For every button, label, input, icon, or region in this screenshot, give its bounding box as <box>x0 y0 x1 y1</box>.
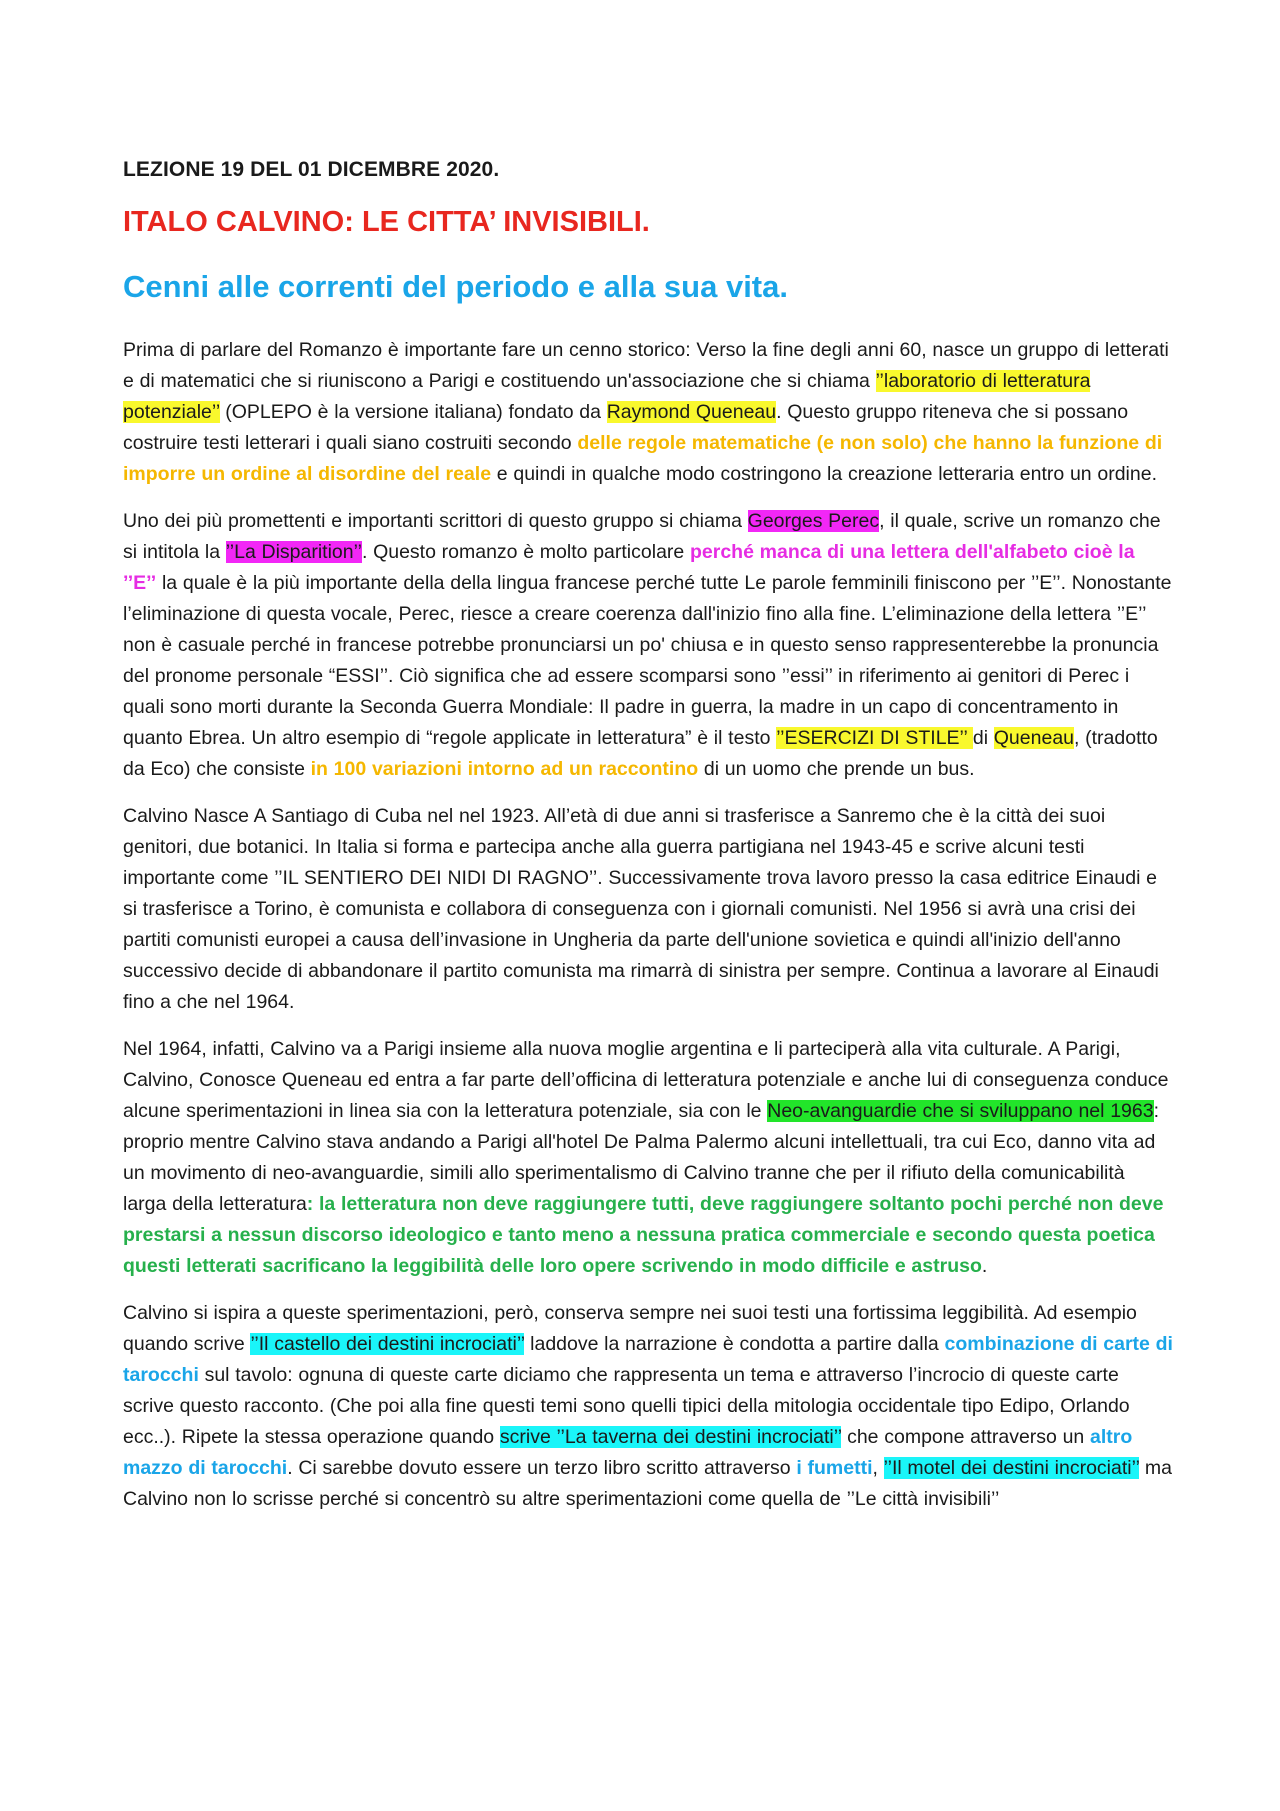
text-run: Nel 1964, infatti, Calvino va a Parigi insieme alla nuova moglie argentina e li parteciperà alla vita culturale. A Parigi, Calvino, Conosce Queneau ed entra a far parte dell’officina di letteratura potenziale e anche lui di conseguenza conduce alcune sperimentazioni in linea sia con la letteratura potenziale, sia con le <box>123 1038 1169 1122</box>
paragraph-5 <box>123 1298 1173 1515</box>
text-run: sul tavolo: ognuna di queste carte diciamo che rappresenta un tema e attraverso l’incrocio di queste carte scrive questo racconto. (Che poi alla fine questi temi sono quelli tipici della mitologia occidentale tipo Edipo, Orlando ecc..). Ripete la stessa operazione quando <box>123 1364 1130 1448</box>
text-run: di <box>972 727 994 749</box>
paragraph-2 <box>123 506 1173 785</box>
highlighted-text: Queneau <box>993 727 1075 749</box>
highlighted-text: in 100 variazioni intorno ad un raccontino <box>310 758 699 780</box>
highlighted-text: i fumetti <box>796 1457 873 1479</box>
text-run: e quindi in qualche modo costringono la creazione letteraria entro un ordine. <box>491 463 1157 485</box>
text-run: laddove la narrazione è condotta a partire dalla <box>524 1333 945 1355</box>
paragraph-1 <box>123 335 1173 490</box>
paragraph-4 <box>123 1034 1173 1282</box>
lesson-heading: LEZIONE 19 DEL 01 DICEMBRE 2020. <box>123 158 500 181</box>
document-page <box>123 158 1173 1531</box>
text-run: : proprio mentre Calvino stava andando a Parigi all'hotel De Palma Palermo alcuni intellettuali, tra cui Eco, danno vita ad un movimento di neo-avanguardie, simili allo sperimentalismo di Calvino tranne che per il rifiuto della comunicabilità larga della letteratura <box>123 1100 1160 1215</box>
text-run: . Ci sarebbe dovuto essere un terzo libro scritto attraverso <box>287 1457 797 1479</box>
highlighted-text: Raymond Queneau <box>606 401 777 423</box>
highlighted-text: ’’La Disparition’’ <box>225 541 362 563</box>
text-run: , (tradotto da Eco) che consiste <box>123 727 1158 780</box>
text-run: di un uomo che prende un bus. <box>698 758 975 780</box>
page-title: ITALO CALVINO: LE CITTA’ INVISIBILI. <box>123 206 650 238</box>
section-subtitle: Cenni alle correnti del periodo e alla sua vita. <box>123 269 788 304</box>
highlighted-text: perché manca di una lettera dell'alfabeto cioè la ’’E’’ <box>123 541 1135 594</box>
highlighted-text: altro mazzo di tarocchi <box>123 1426 1133 1479</box>
text-run: la quale è la più importante della della lingua francese perché tutte Le parole femminili finiscono per ’’E’’. Nonostante l’eliminazione di questa vocale, Perec, riesce a creare coerenza dall'inizio fino alla fine. L’eliminazione della lettera ’’E’’ non è casuale perché in francese potrebbe pronunciarsi un po' chiusa e in questo senso rappresenterebbe la pronuncia del pronome personale “ESSI’’. Ciò significa che ad essere scomparsi sono ’’essi’’ in riferimento ai genitori di Perec i quali sono morti durante la Seconda Guerra Mondiale: Il padre in guerra, la madre in un capo di concentramento in quanto Ebrea. Un altro esempio di “regole applicate in letteratura” è il testo <box>123 572 1172 749</box>
text-run: , <box>872 1457 884 1479</box>
text-run: (OPLEPO è la versione italiana) fondato da <box>219 401 607 423</box>
highlighted-text: ’’Il castello dei destini incrociati’’ <box>250 1333 525 1355</box>
highlighted-text: Georges Perec <box>747 510 880 532</box>
highlighted-text: Neo-avanguardie che si sviluppano nel 1963 <box>767 1100 1154 1122</box>
text-run: Calvino si ispira a queste sperimentazioni, però, conserva sempre nei suoi testi una fortissima leggibilità. Ad esempio quando scrive <box>123 1302 1137 1355</box>
highlighted-text: ’’ESERCIZI DI STILE’’ <box>776 727 973 749</box>
text-run: che compone attraverso un <box>841 1426 1090 1448</box>
text-run: Uno dei più promettenti e importanti scrittori di questo gruppo si chiama <box>123 510 748 532</box>
text-run: , il quale, scrive un romanzo che si intitola la <box>123 510 1161 563</box>
highlighted-text: delle regole matematiche (e non solo) che hanno la funzione di imporre un ordine al disordine del reale <box>123 432 1163 485</box>
text-run: Prima di parlare del Romanzo è importante fare un cenno storico: Verso la fine degli anni 60, nasce un gruppo di letterati e di matematici che si riuniscono a Parigi e costituendo un'associazione che si chiama <box>123 339 1169 392</box>
body-text <box>123 335 1173 1515</box>
highlighted-text: : la letteratura non deve raggiungere tutti, deve raggiungere soltanto pochi perché non deve prestarsi a nessun discorso ideologico e tanto meno a nessuna pratica commerciale e secondo questa poetica questi letterati sacrificano la leggibilità delle loro opere scrivendo in modo difficile e astruso <box>123 1193 1164 1277</box>
text-run: . Questo gruppo riteneva che si possano costruire testi letterari i quali siano costruiti secondo <box>123 401 1129 454</box>
highlighted-text: ’’laboratorio di letteratura potenziale’’ <box>123 370 1091 423</box>
paragraph-3 <box>123 801 1173 1018</box>
highlighted-text: ’’Il motel dei destini incrociati’’ <box>883 1457 1140 1479</box>
text-run: ma Calvino non lo scrisse perché si concentrò su altre sperimentazioni come quella de ’’Le città invisibili’’ <box>123 1457 1173 1510</box>
text-run: . <box>981 1255 988 1277</box>
highlighted-text: combinazione di carte di tarocchi <box>123 1333 1173 1386</box>
highlighted-text: scrive ’’La taverna dei destini incrociati’’ <box>499 1426 842 1448</box>
text-run: . Questo romanzo è molto particolare <box>361 541 690 563</box>
text-run: Calvino Nasce A Santiago di Cuba nel nel 1923. All’età di due anni si trasferisce a Sanremo che è la città dei suoi genitori, due botanici. In Italia si forma e partecipa anche alla guerra partigiana nel 1943-45 e scrive alcuni testi importante come ’’IL SENTIERO DEI NIDI DI RAGNO’’. Successivamente trova lavoro presso la casa editrice Einaudi e si trasferisce a Torino, è comunista e collabora di conseguenza con i giornali comunisti. Nel 1956 si avrà una crisi dei partiti comunisti europei a causa dell’invasione in Ungheria da parte dell'unione sovietica e quindi all'inizio dell'anno successivo decide di abbandonare il partito comunista ma rimarrà di sinistra per sempre. Continua a lavorare al Einaudi fino a che nel 1964. <box>123 805 1159 1013</box>
